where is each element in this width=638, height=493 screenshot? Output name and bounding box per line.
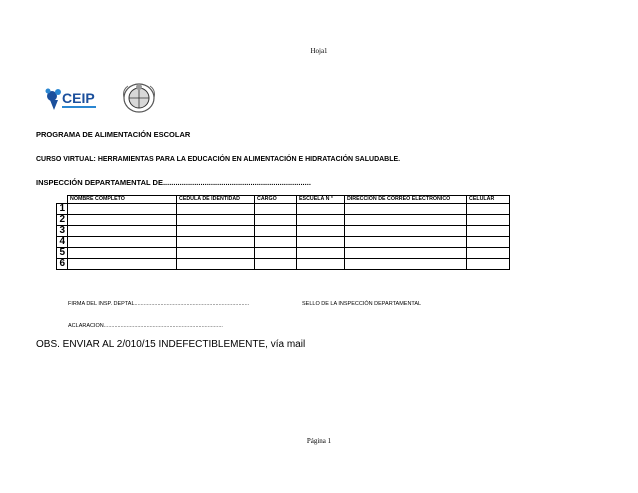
table-cell[interactable] [467, 248, 510, 259]
table-cell[interactable] [177, 248, 255, 259]
table-cell[interactable] [177, 215, 255, 226]
table-cell[interactable] [177, 237, 255, 248]
table-cell[interactable] [68, 215, 177, 226]
row-number: 1 [57, 204, 68, 215]
table-cell[interactable] [345, 259, 467, 270]
table-cell[interactable] [467, 237, 510, 248]
column-header: NOMBRE COMPLETO [68, 196, 177, 204]
roster-table [56, 195, 510, 270]
row-number: 3 [57, 226, 68, 237]
table-cell[interactable] [345, 248, 467, 259]
table-row [57, 226, 510, 237]
table-cell[interactable] [297, 248, 345, 259]
ceip-logo [44, 82, 184, 114]
table-cell[interactable] [177, 204, 255, 215]
row-number: 5 [57, 248, 68, 259]
inspection-label: INSPECCIÓN DEPARTAMENTAL DE....................................................................... [36, 178, 311, 187]
table-cell[interactable] [345, 215, 467, 226]
table-cell[interactable] [467, 226, 510, 237]
column-header: ESCUELA N ° [297, 196, 345, 204]
coat-of-arms-icon [120, 82, 158, 114]
table-cell[interactable] [345, 204, 467, 215]
table-cell[interactable] [297, 204, 345, 215]
table-cell[interactable] [68, 248, 177, 259]
table-cell[interactable] [255, 204, 297, 215]
table-cell[interactable] [297, 226, 345, 237]
column-header: DIRECCIÓN DE CORREO ELECTRÓNICO [345, 196, 467, 204]
table-cell[interactable] [345, 237, 467, 248]
table-cell[interactable] [255, 248, 297, 259]
table-cell[interactable] [297, 215, 345, 226]
table-cell[interactable] [68, 204, 177, 215]
table-row [57, 259, 510, 270]
column-header: CELULAR [467, 196, 510, 204]
table-cell[interactable] [467, 204, 510, 215]
obs-note: OBS. ENVIAR AL 2/010/15 INDEFECTIBLEMENTE, vía mail [36, 339, 306, 350]
table-row [57, 204, 510, 215]
logos [44, 82, 184, 114]
svg-text:CEIP: CEIP [62, 90, 95, 106]
table-cell[interactable] [68, 259, 177, 270]
page-footer: Página 1 [306, 437, 332, 445]
table-cell[interactable] [345, 226, 467, 237]
table-cell[interactable] [68, 237, 177, 248]
table-cell[interactable] [297, 237, 345, 248]
table-header-row [57, 196, 510, 204]
sheet-header: Hoja1 [310, 47, 328, 55]
table-cell[interactable] [255, 237, 297, 248]
table-cell[interactable] [255, 215, 297, 226]
table-cell[interactable] [467, 215, 510, 226]
course-title: CURSO VIRTUAL: HERRAMIENTAS PARA LA EDUCACIÓN EN ALIMENTACIÓN E HIDRATACIÓN SALUDABLE. [36, 156, 401, 163]
table-cell[interactable] [255, 259, 297, 270]
row-number: 4 [57, 237, 68, 248]
table-cell[interactable] [297, 259, 345, 270]
table-row [57, 237, 510, 248]
signature-stamp: SELLO DE LA INSPECCIÓN DEPARTAMENTAL [302, 301, 422, 307]
column-header: CEDULA DE IDENTIDAD [177, 196, 255, 204]
signature-inspector: FIRMA DEL INSP. DEPTAL........................................................................... [68, 301, 250, 307]
row-number: 6 [57, 259, 68, 270]
table-cell[interactable] [467, 259, 510, 270]
table-cell[interactable] [177, 226, 255, 237]
table-row [57, 215, 510, 226]
table-cell[interactable] [177, 259, 255, 270]
column-header: CARGO [255, 196, 297, 204]
signature-clarification: ACLARACION.............................................................................. [68, 323, 223, 329]
table-cell[interactable] [255, 226, 297, 237]
table-row [57, 248, 510, 259]
program-title: PROGRAMA DE ALIMENTACIÓN ESCOLAR [36, 130, 191, 139]
table-cell[interactable] [68, 226, 177, 237]
row-number: 2 [57, 215, 68, 226]
